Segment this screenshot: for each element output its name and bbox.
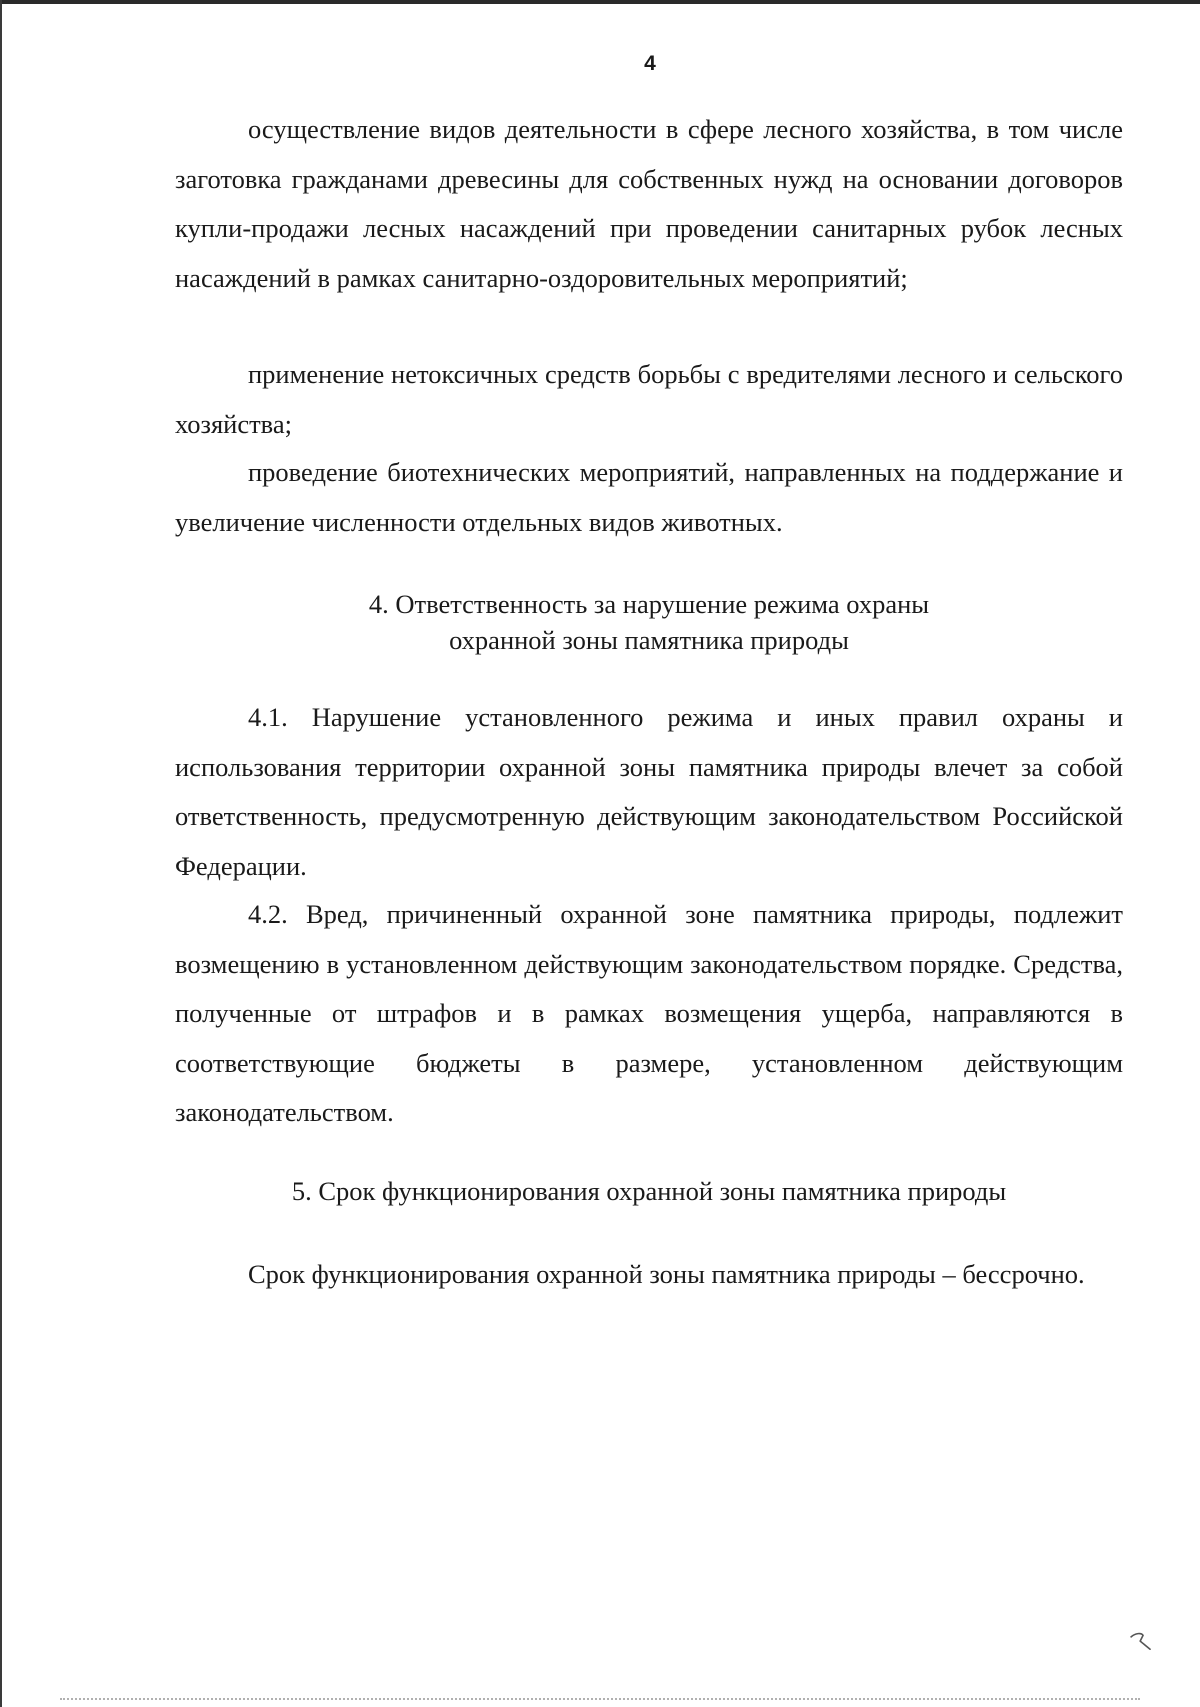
paragraph-nontoxic-pest-control: применение нетоксичных средств борьбы с вредителями лесного и сельского хозяйства; [175,359,1123,439]
paragraph-forestry-activities: осуществление видов деятельности в сфере лесного хозяйства, в том числе заготовка гражданами древесины для собственных нужд на основании договоров купли-продажи лесных насаждений при проведении санитарных рубок лесных насаждений в рамках санитарно-оздоровительных мероприятий; [175,114,1123,293]
page-number: 4 [644,52,656,75]
section-5-heading: 5. Срок функционирования охранной зоны памятника природы [291,1176,1007,1206]
paragraph-4-1-liability: 4.1. Нарушение установленного режима и иных правил охраны и использования территории охранной зоны памятника природы влечет за собой ответственность, предусмотренную действующим законодательством Российской Федерации. [175,702,1123,881]
paragraph-5-term: Срок функционирования охранной зоны памятника природы – бессрочно. [248,1259,1085,1289]
section-4-heading [175,586,1123,658]
handwritten-mark [1127,1628,1155,1662]
scan-edge-bottom [60,1698,1140,1700]
scan-edge-left [0,0,2,1707]
section-4-heading-line1: 4. Ответственность за нарушение режима охраны [368,589,930,619]
scan-edge-top [0,0,1200,4]
paragraph-biotechnical-measures: проведение биотехнических мероприятий, направленных на поддержание и увеличение численности отдельных видов животных. [175,457,1123,537]
paragraph-4-2-damages: 4.2. Вред, причиненный охранной зоне памятника природы, подлежит возмещению в установленном действующим законодательством порядке. Средства, полученные от штрафов и в рамках возмещения ущерба, направляются в соответствующие бюджеты в размере, установленном действующим законодательством. [175,899,1123,1127]
handwritten-mark-icon [1127,1628,1154,1656]
section-4-heading-line2: охранной зоны памятника природы [449,625,849,655]
